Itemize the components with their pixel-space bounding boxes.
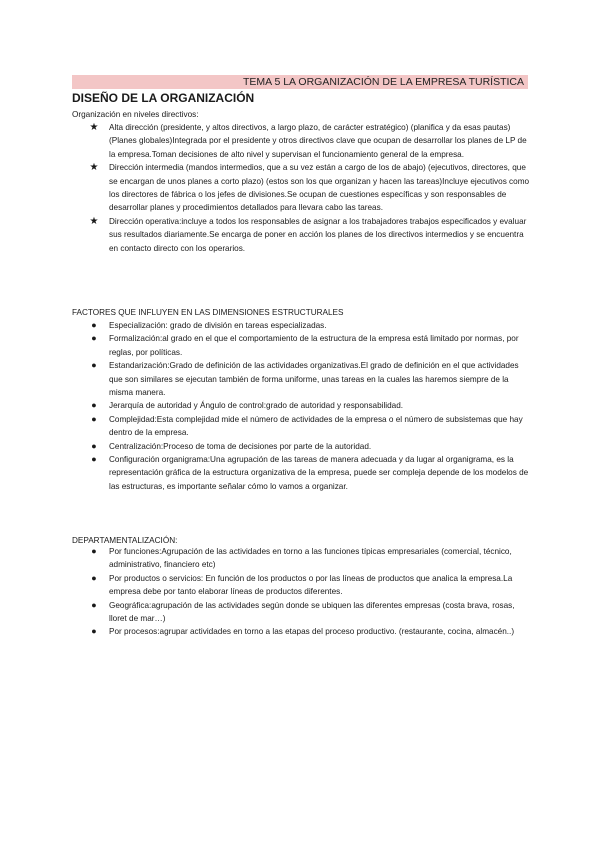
star-bullet-icon: ★	[89, 122, 99, 133]
list-item	[72, 399, 532, 412]
departments-list	[72, 545, 532, 639]
list-item-text: Por productos o servicios: En función de los productos o por las líneas de productos que analica la empresa.La empresa debe por tanto elaborar líneas de productos diferentes.	[109, 573, 513, 597]
list-item-text: Por funciones:Agrupación de las actividades en torno a las funciones típicas empresariales (comercial, técnico, administrativo, financiero etc)	[109, 547, 512, 570]
list-item-text: Formalización:al grado en el que el comportamiento de la estructura de la empresa está limitado por normas, por reglas, por políticas.	[109, 334, 519, 357]
factors-list	[72, 319, 532, 493]
departments-section	[72, 545, 532, 639]
list-item	[72, 121, 532, 161]
list-item-text: Centralización:Proceso de toma de decisiones por parte de la autoridad.	[109, 441, 372, 451]
dot-bullet-icon: ●	[91, 572, 97, 583]
list-item	[72, 161, 532, 215]
list-item	[72, 359, 532, 399]
departments-title: DEPARTAMENTALIZACIÓN:	[72, 536, 178, 545]
levels-list	[72, 121, 532, 255]
list-item	[72, 332, 532, 359]
list-item	[72, 599, 532, 626]
list-item	[72, 440, 532, 453]
list-item	[72, 572, 532, 599]
levels-section	[72, 121, 532, 255]
list-item-text: Dirección operativa:incluye a todos los responsables de asignar a los trabajadores trabajos especificados y evaluar sus resultados diariamente.Se encarga de poner en acción los planes de los directivos intermedios y se encuentra en contacto directo con los operarios.	[109, 216, 527, 253]
list-item	[72, 545, 532, 572]
dot-bullet-icon: ●	[91, 454, 97, 465]
list-item-text: Dirección intermedia (mandos intermedios, que a su vez están a cargo de los de abajo) (ejecutivos, directores, que se encargan de unos planes a corto plazo) (estos son los que organizan y hacen las tareas)Incluye ejecutivos como los directores de fábrica o los jefes de divisiones.Se ocupan de cuestiones específicas y son responsables de desarrollar planes y procedimientos detallados para llevara cabo las tareas.	[109, 163, 530, 213]
dot-bullet-icon: ●	[91, 599, 97, 610]
dot-bullet-icon: ●	[91, 626, 97, 637]
list-item-text: Complejidad:Esta complejidad mide el número de actividades de la empresa o el número de subsistemas que hay dentro de la empresa.	[109, 414, 523, 438]
dot-bullet-icon: ●	[91, 320, 97, 330]
dot-bullet-icon: ●	[91, 413, 97, 424]
dot-bullet-icon: ●	[91, 400, 97, 411]
header-bar	[72, 75, 528, 89]
dot-bullet-icon: ●	[91, 333, 97, 344]
dot-bullet-icon: ●	[91, 440, 97, 451]
list-item	[72, 413, 532, 440]
page-heading: DISEÑO DE LA ORGANIZACIÓN	[72, 91, 255, 105]
list-item	[72, 215, 532, 255]
list-item-text: Especialización: grado de división en tareas especializadas.	[109, 321, 327, 330]
dot-bullet-icon: ●	[91, 360, 97, 371]
list-item	[72, 453, 532, 493]
list-item-text: Geográfica:agrupación de las actividades según donde se ubiquen las diferentes empresas (costa brava, rosas, lloret de mar…)	[109, 600, 515, 624]
list-item-text: Jerarquía de autoridad y Ángulo de control:grado de autoridad y responsabilidad.	[109, 401, 404, 411]
list-item	[72, 625, 532, 638]
factors-section	[72, 319, 532, 493]
list-item	[72, 319, 532, 332]
list-item-text: Configuración organigrama:Una agrupación de las tareas de manera adecuada y da lugar al organigrama, es la representación gráfica de la estructura organizativa de la empresa, puede ser compleja depende de los modelos de las estructuras, es importante señalar cómo lo vamos a organizar.	[109, 455, 529, 491]
dot-bullet-icon: ●	[91, 546, 97, 556]
list-item-text: Alta dirección (presidente, y altos directivos, a largo plazo, de carácter estratégico) (planifica y da esas pautas) (Planes globales)Integrada por el presidente y otros directivos clave que ocupan de desarrollar los planes de LP de la empresa.Toman decisiones de alto nivel y supervisan el funcionamiento general de la empresa.	[109, 123, 527, 159]
list-item-text: Por procesos:agrupar actividades en torno a las etapas del proceso productivo. (restaurante, cocina, almacén..)	[109, 627, 515, 637]
star-bullet-icon: ★	[89, 162, 99, 174]
factors-title: FACTORES QUE INFLUYEN EN LAS DIMENSIONES ESTRUCTURALES	[72, 308, 344, 317]
header-title: TEMA 5 LA ORGANIZACIÓN DE LA EMPRESA TURÍSTICA	[242, 76, 524, 88]
list-item-text: Estandarización:Grado de definición de las actividades organizativas.El grado de definición en el que actividades que son similares se ejecutan también de forma uniforme, unas tareas en la cuales las haremos siempre de la misma manera.	[109, 361, 519, 398]
intro-text: Organización en niveles directivos:	[72, 110, 199, 119]
star-bullet-icon: ★	[89, 215, 99, 227]
